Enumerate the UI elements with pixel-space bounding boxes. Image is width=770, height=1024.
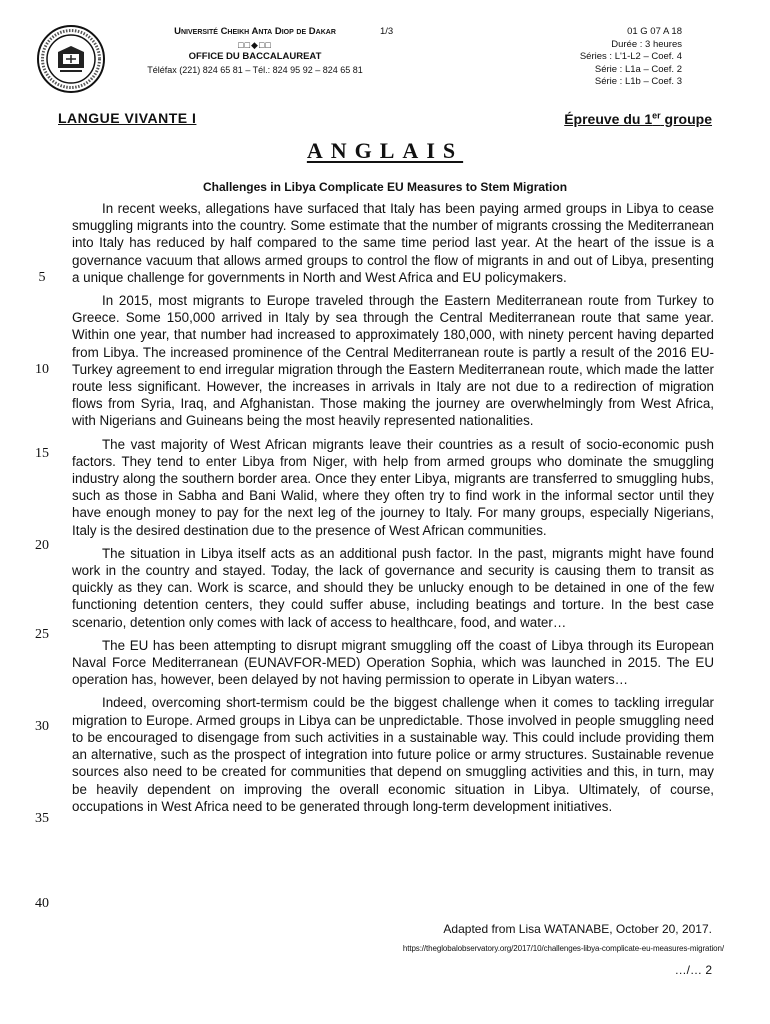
line-number: 30 xyxy=(35,719,49,734)
line-number: 10 xyxy=(35,362,49,377)
paragraph: The EU has been attempting to disrupt migrant smuggling off the coast of Libya through its European Naval Force Mediterranean (EUNAVFOR-MED) Operation Sophia, which was launched in 2015. The EU operation has, however, been delayed by not having permission to operate in Libyan waters… xyxy=(72,637,714,688)
exam-code: 01 G 07 A 18 xyxy=(627,26,682,37)
exam-info xyxy=(580,26,682,89)
line-number: 25 xyxy=(35,627,49,642)
university-seal-logo xyxy=(36,24,106,94)
university-name: Université Cheikh Anta Diop de Dakar xyxy=(174,26,336,37)
series-1: Séries : L'1-L2 – Coef. 4 xyxy=(579,51,682,62)
paragraph: In recent weeks, allegations have surfaced that Italy has been paying armed groups in Libya to cease smuggling migrants into the country. Some estimate that the number of migrants crossing the Mediterranean into Italy has reduced by half compared to the same time period last year. At the heart of the issue is a governance vacuum that allows armed groups to control the flow of migrants in and out of Libya, presenting a unique challenge for governments in North and West Africa and EU policymakers. xyxy=(72,201,714,285)
series-2: Série : L1a – Coef. 2 xyxy=(594,63,682,75)
source-url: https://theglobalobservatory.org/2017/10/challenges-libya-complicate-eu-measures-migration/ xyxy=(402,944,724,953)
contact-line: Téléfax (221) 824 65 81 – Tél.: 824 95 92 – 824 65 81 xyxy=(147,64,363,75)
page-number: 1/3 xyxy=(380,26,394,37)
paragraph: In 2015, most migrants to Europe traveled through the Eastern Mediterranean route from Turkey to Greece. Some 150,000 arrived in Italy by sea through the Central Mediterranean route that same year. Within one year, that number had increased to approximately 180,000, with ninety percent having departed from Libya. The increased prominence of the Central Mediterranean route is partly a result of the 2016 EU-Turkey agreement to end irregular migration through the Eastern Mediterranean route, which made the latter route less significant. However, the increases in arrivals in Italy are not due to a redirection of migration flows from Syria, Iraq, and Afghanistan. Those making the journey are overwhelmingly from West Africa, with Nigerians and Guineans being the most heavily represented nationalities. xyxy=(72,293,714,429)
page-continuation: …/… 2 xyxy=(674,963,712,977)
source-citation: Adapted from Lisa WATANABE, October 20, 2017. xyxy=(443,922,712,936)
exam-group: Épreuve du 1er groupe xyxy=(564,110,712,127)
line-number: 5 xyxy=(38,270,46,285)
institution-header xyxy=(120,26,390,76)
office-name: OFFICE DU BACCALAUREAT xyxy=(188,51,322,62)
paragraph: The situation in Libya itself acts as an additional push factor. In the past, migrants might have found work in the country and stayed. Today, the lack of governance and security is causing them to transit as quickly as they can. Work is scarce, and should they be unlucky enough to be detained in one of the few functioning detention centers, they could suffer abuse, including beatings and torture. In the best case scenario, detention only comes with lack of access to healthcare, food, and water… xyxy=(72,545,714,630)
exam-duration: Durée : 3 heures xyxy=(611,38,682,50)
subject-language: LANGUE VIVANTE I xyxy=(58,110,197,126)
paragraph: The vast majority of West African migrants leave their countries as a result of socio-economic push factors. They tend to enter Libya from Niger, with help from armed groups who dominate the smuggling industry along the southern border area. Once they enter Libya, migrants are transferred to smuggling hubs, such as those in Sabha and Bani Walid, where they often try to find work in the informal sector until they have enough money to pay for the next leg of the journey to Italy. For many groups, especially Nigerians, Italy is the desired destination due to the presence of West African communities. xyxy=(72,436,714,538)
article-title: Challenges in Libya Complicate EU Measures to Stem Migration xyxy=(202,180,568,194)
header-ornament: □□◆□□ xyxy=(238,39,272,50)
article-body xyxy=(72,200,714,821)
series-3: Série : L1b – Coef. 3 xyxy=(594,76,682,87)
line-number: 40 xyxy=(35,896,49,911)
paragraph: Indeed, overcoming short-termism could be the biggest challenge when it comes to tackling irregular migration to Europe. Armed groups in Libya can be unpredictable. Those involved in people smuggling need to be encouraged to disengage from such activities in a sustainable way. This could include providing them an alternative, such as the prospect of integration into future police or army structures. Sustainable revenue sources also need to be created for communities that depend on smuggling activities and this, in turn, may be heavily dependent on improving the overall economic situation in Libya. Ultimately, of course, occupations in West Africa need to be generated through long-term development initiatives. xyxy=(72,695,714,814)
subject-title: ANGLAIS xyxy=(306,138,464,163)
line-number: 20 xyxy=(35,538,49,553)
line-number: 35 xyxy=(35,811,49,826)
line-number: 15 xyxy=(35,446,49,461)
